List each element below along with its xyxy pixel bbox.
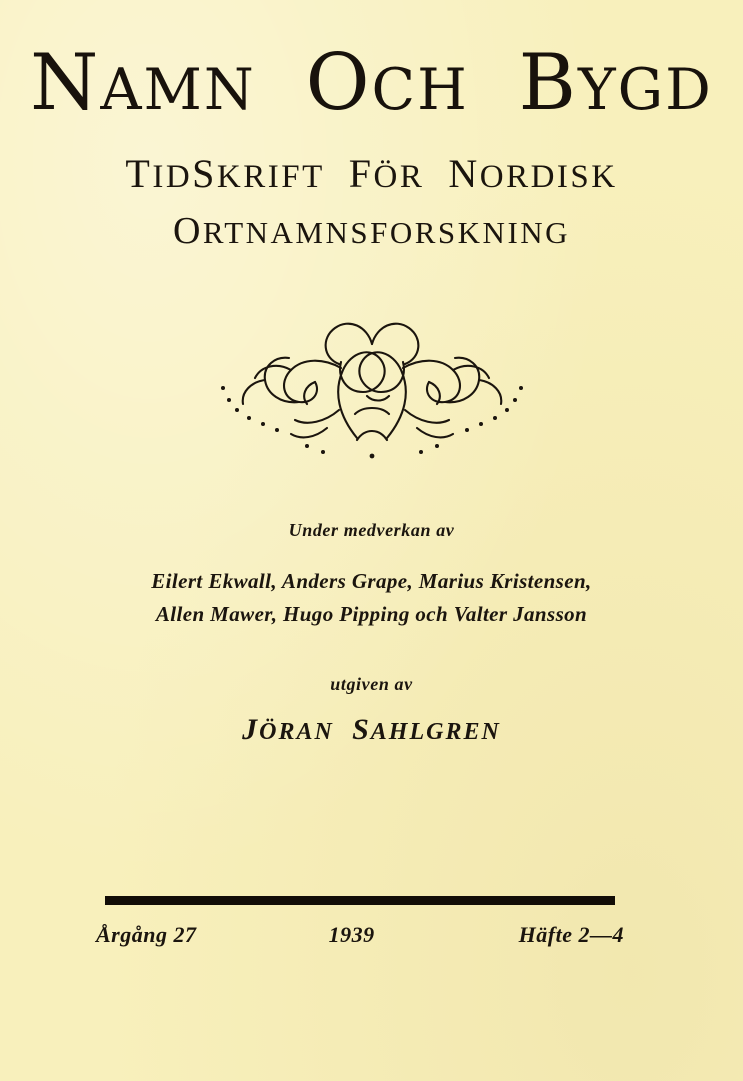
contributors-lead: Under medverkan av bbox=[288, 520, 455, 540]
published-by-lead: utgiven av bbox=[330, 674, 413, 695]
contributors-line-2: Allen Mawer, Hugo Pipping och Valter Jansson bbox=[155, 601, 588, 626]
issue-footer bbox=[96, 922, 624, 948]
subtitle-line-1: TIDSKRIFT FÖR NORDISK bbox=[125, 150, 618, 196]
journal-title: NAMN OCH BYGD bbox=[30, 38, 713, 128]
credits-block bbox=[0, 520, 743, 747]
editor-name: JÖRAN SAHLGREN bbox=[242, 713, 501, 747]
contributors-line-1: Eilert Ekwall, Anders Grape, Marius Kristensen, bbox=[151, 569, 592, 593]
horizontal-rule bbox=[105, 896, 615, 905]
volume-label: Årgång 27 bbox=[96, 922, 197, 947]
year-label: 1939 bbox=[328, 922, 375, 947]
title-block bbox=[0, 38, 743, 253]
subtitle-line-2: ORTNAMNSFORSKNING bbox=[172, 209, 571, 252]
floral-monogram-ornament bbox=[0, 288, 743, 468]
issue-label: Häfte 2—4 bbox=[518, 922, 624, 947]
